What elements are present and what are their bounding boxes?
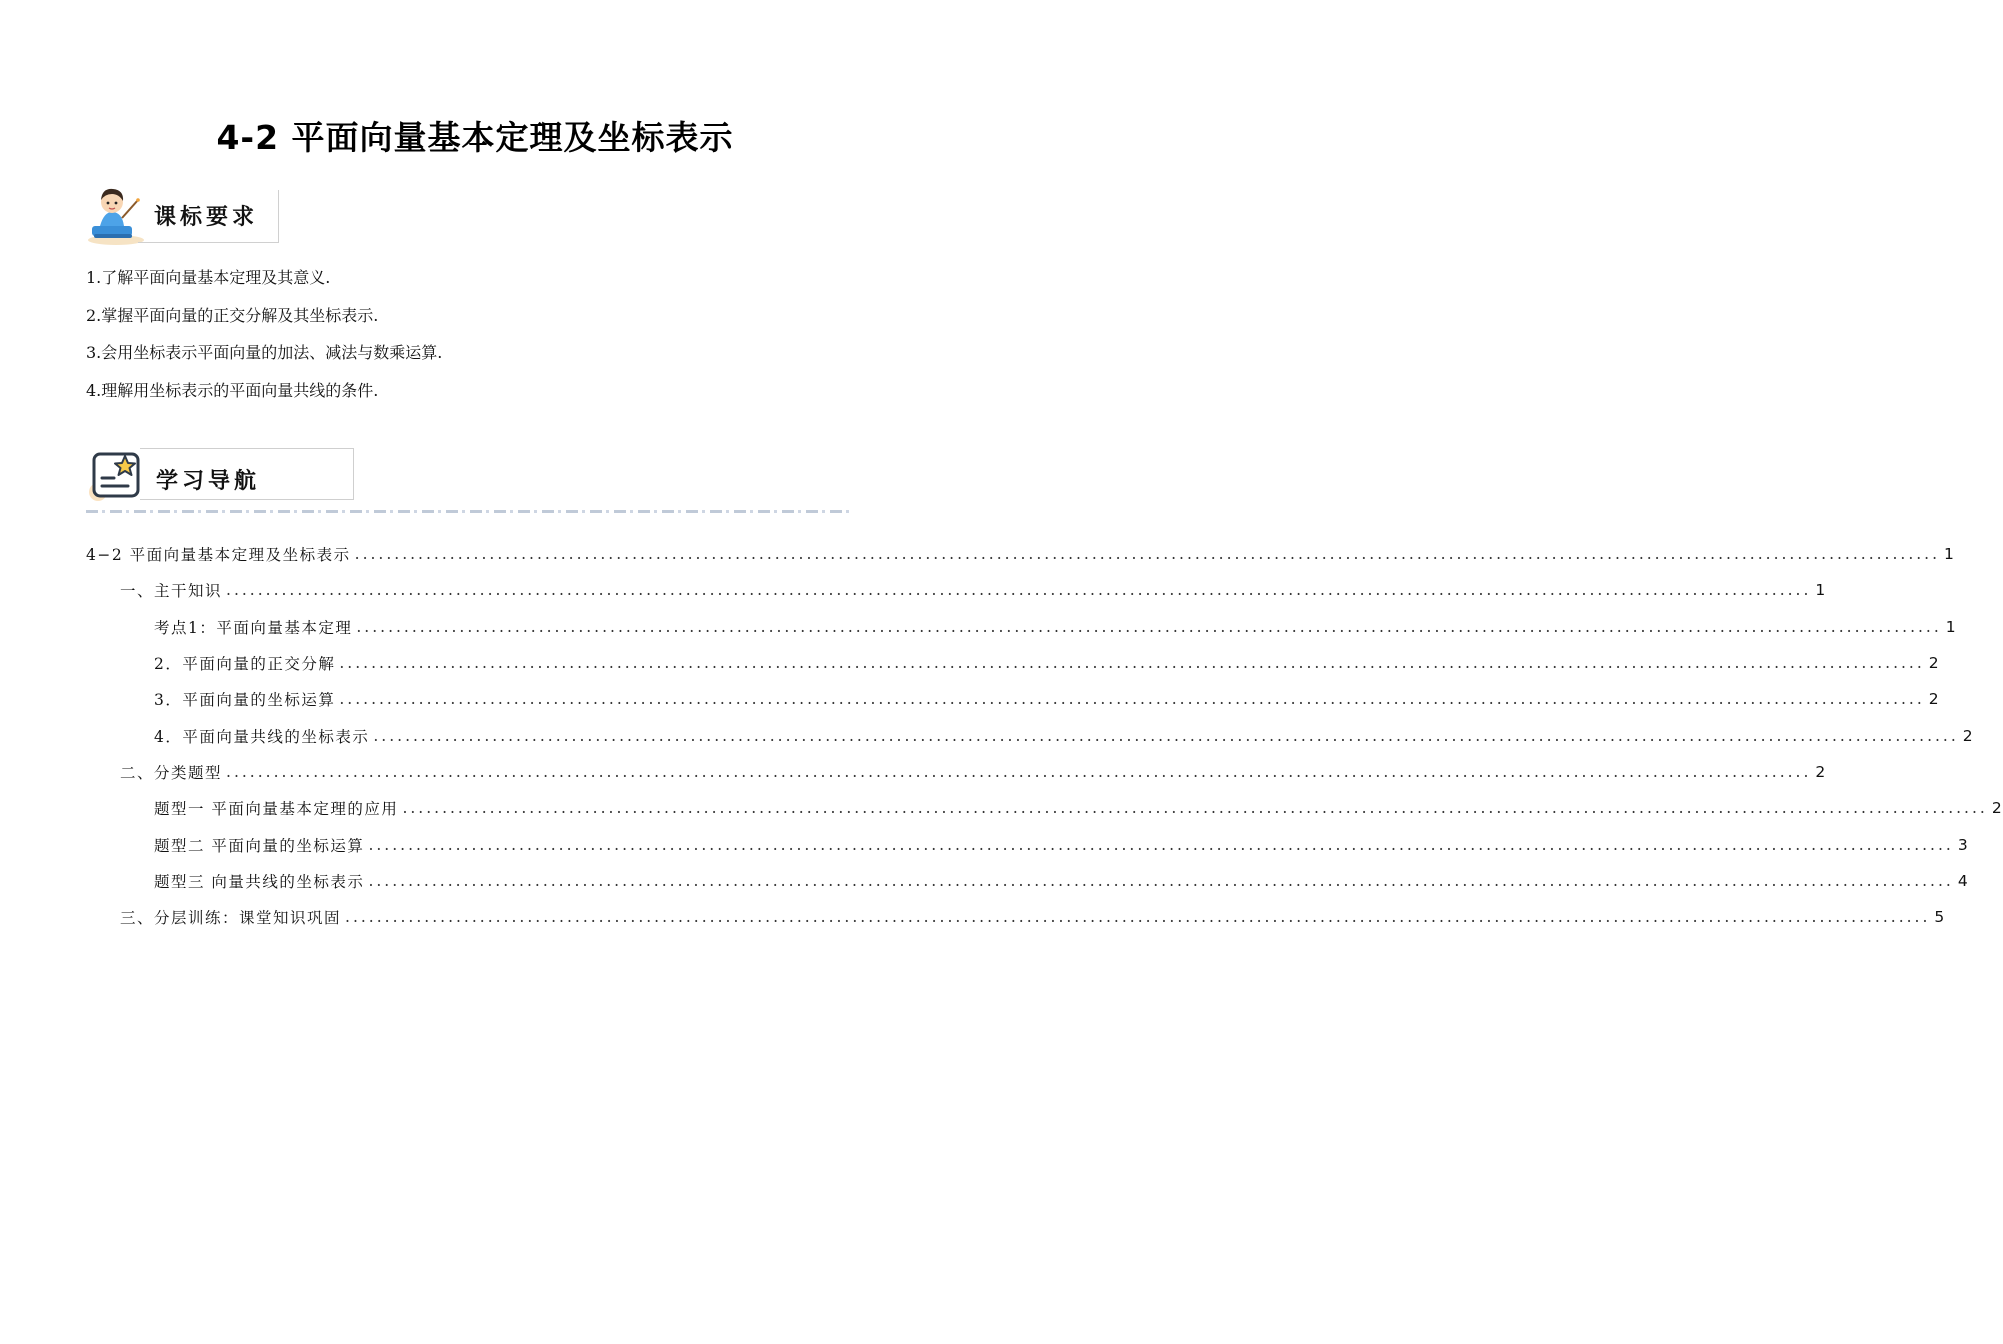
toc-leader-dots: ........................................................................................................................................................................................................ — [339, 654, 1925, 673]
requirement-item: 3.会用坐标表示平面向量的加法、减法与数乘运算. — [86, 343, 443, 362]
toc-entry-text: 3．平面向量的坐标运算 — [154, 691, 336, 710]
table-of-contents — [86, 536, 2003, 935]
notepad-star-icon — [88, 446, 144, 502]
toc-page-number: 1 — [1945, 617, 1958, 636]
toc-entry-text: 三、分层训练：课堂知识巩固 — [120, 909, 342, 928]
toc-leader-dots: ........................................................................................................................................................................................................ — [354, 545, 1941, 564]
toc-entry-text: 一、主干知识 — [120, 582, 223, 601]
toc-page-number: 2 — [1928, 690, 1941, 709]
requirement-item: 4.理解用坐标表示的平面向量共线的条件. — [86, 380, 379, 400]
toc-page-number: 1 — [1944, 545, 1956, 564]
toc-leader-dots: ........................................................................................................................................................................................................ — [368, 871, 1954, 890]
toc-leader-dots: ........................................................................................................................................................................................................ — [373, 726, 1959, 745]
toc-leader-dots: ........................................................................................................................................................................................................ — [356, 617, 1942, 636]
toc-leader-dots: ........................................................................................................................................................................................................ — [345, 908, 1931, 927]
page-title: 4-2 平面向量基本定理及坐标表示 — [216, 118, 734, 157]
teacher-pointing-icon — [86, 182, 146, 248]
toc-entry-text: 题型二 平面向量的坐标运算 — [154, 836, 365, 855]
toc-page-number: 5 — [1934, 908, 1946, 927]
toc-entry[interactable] — [86, 863, 1970, 899]
toc-page-number: 3 — [1957, 835, 1970, 854]
toc-page-number: 2 — [1815, 762, 1827, 781]
toc-entry[interactable] — [86, 645, 1941, 681]
toc-entry[interactable] — [86, 609, 1958, 645]
toc-entry-text: 4．平面向量共线的坐标表示 — [154, 727, 370, 746]
toc-leader-dots: ........................................................................................................................................................................................................ — [339, 690, 1925, 709]
requirements-banner — [86, 182, 286, 248]
toc-entry-text: 4−2 平面向量基本定理及坐标表示 — [86, 546, 351, 565]
toc-entry-text: 2．平面向量的正交分解 — [154, 655, 336, 674]
requirements-banner-label: 课标要求 — [154, 204, 259, 230]
requirement-item: 2.掌握平面向量的正交分解及其坐标表示. — [86, 305, 379, 325]
toc-entry[interactable] — [86, 717, 1975, 753]
toc-entry[interactable] — [86, 899, 1946, 935]
toc-entry-text: 题型一 平面向量基本定理的应用 — [154, 800, 399, 819]
toc-entry[interactable] — [86, 681, 1941, 717]
toc-entry[interactable] — [86, 826, 1970, 862]
requirements-list — [86, 264, 886, 414]
toc-entry[interactable] — [86, 572, 1827, 608]
toc-entry-text: 题型三 向量共线的坐标表示 — [154, 872, 365, 891]
toc-entry[interactable] — [86, 536, 1956, 572]
navigation-banner — [88, 446, 358, 502]
toc-page-number: 4 — [1957, 871, 1970, 890]
toc-page-number: 2 — [1962, 726, 1975, 745]
requirement-item: 1.了解平面向量基本定理及其意义. — [86, 268, 331, 287]
toc-leader-dots: ........................................................................................................................................................................................................ — [226, 762, 1812, 781]
toc-page-number: 2 — [1928, 654, 1941, 673]
toc-entry-text: 考点1：平面向量基本定理 — [154, 618, 353, 637]
section-divider — [86, 510, 850, 513]
toc-leader-dots: ........................................................................................................................................................................................................ — [368, 835, 1954, 854]
toc-page-number: 1 — [1815, 581, 1827, 600]
toc-leader-dots: ........................................................................................................................................................................................................ — [226, 581, 1812, 600]
toc-entry[interactable] — [86, 790, 2003, 826]
toc-leader-dots: ........................................................................................................................................................................................................ — [402, 799, 1988, 818]
toc-entry[interactable] — [86, 754, 1827, 790]
toc-page-number: 2 — [1991, 799, 2003, 818]
toc-entry-text: 二、分类题型 — [120, 763, 223, 782]
navigation-banner-label: 学习导航 — [156, 468, 261, 494]
